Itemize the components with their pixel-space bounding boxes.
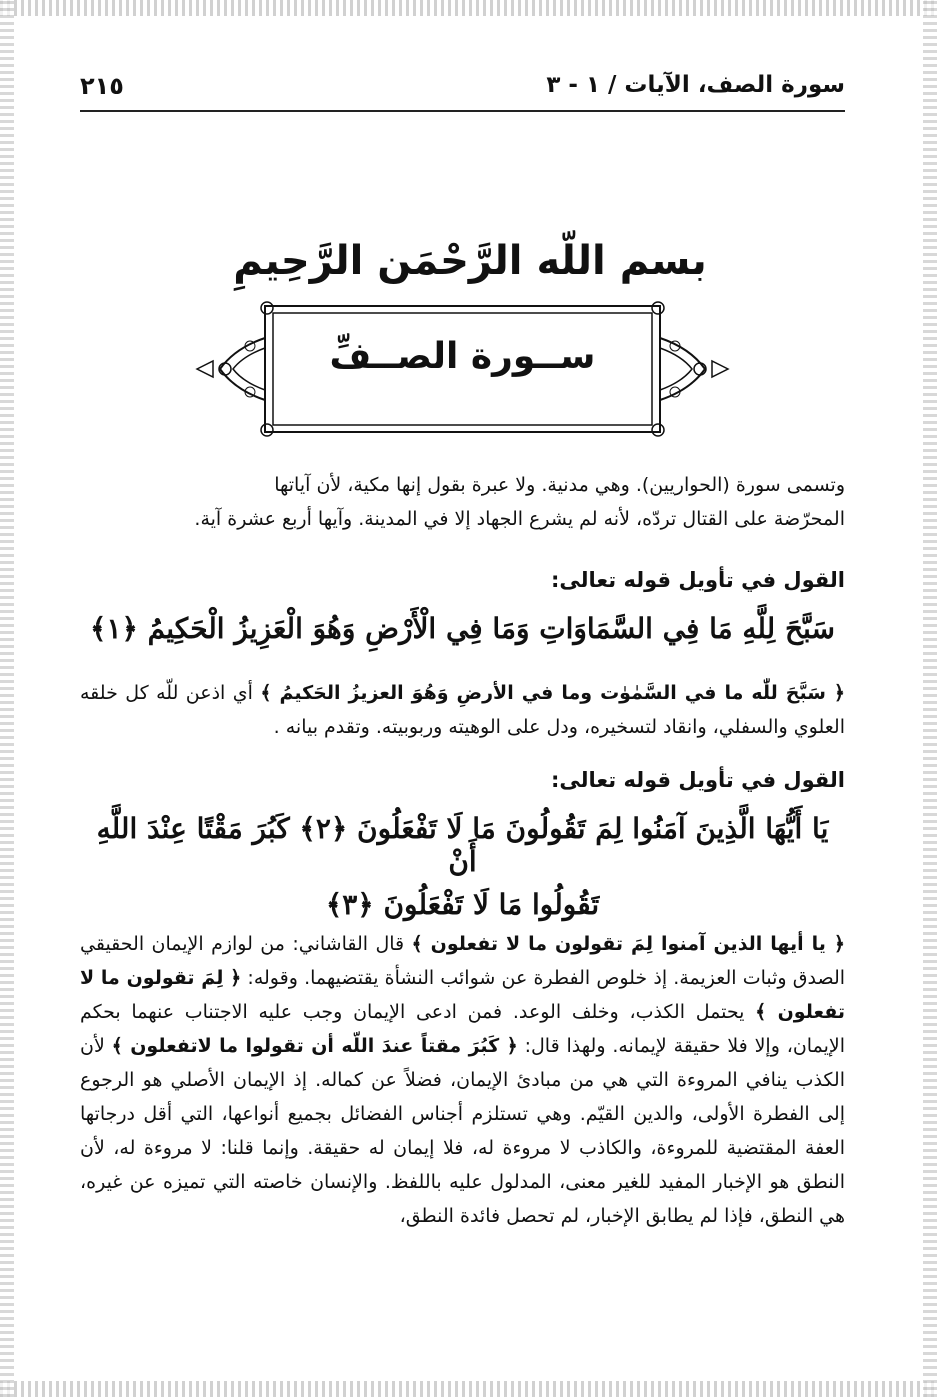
surah-title-cartouche <box>195 298 730 440</box>
page-border-top <box>0 0 937 16</box>
basmala: بسم اللّه الرَّحْمَن الرَّحِيمِ <box>233 238 707 284</box>
running-header <box>80 70 845 110</box>
page-border-left <box>0 0 14 1397</box>
tafsir-1-quote: ﴿ سَبَّحَ للّٰه ما في السَّمٰوٰت وما في الأرضِ وَهُوَ العزيزُ الحَكيمُ ﴾ <box>260 682 846 704</box>
tafsir-2-quote-3: ﴿ كَبُرَ مقتاً عندَ اللّه أن تقولوا ما لاتفعلون ﴾ <box>111 1035 518 1057</box>
verse-line-2: تَقُولُوا مَا لَا تَفْعَلُونَ ﴿٣﴾ <box>325 888 600 921</box>
surah-title: ســورة الصــفِّ <box>329 336 596 377</box>
section-heading-2: القول في تأويل قوله تعالى: <box>551 768 845 792</box>
quran-verse-2-3 <box>80 812 845 921</box>
tafsir-paragraph-2 <box>80 927 845 1233</box>
tafsir-2-quote-2: ﴿ لِمَ تقولون ما لا تفعلون ﴾ <box>80 967 846 1023</box>
section-heading-1: القول في تأويل قوله تعالى: <box>551 568 845 592</box>
page-number: ٢١٥ <box>80 72 124 100</box>
tafsir-2-quote-1: ﴿ يا أيها الذين آمنوا لِمَ تقولون ما لا تفعلون ﴾ <box>411 933 845 955</box>
tafsir-2-text-2: يحتمل الكذب، وخلف الوعد. فمن ادعى الإيمان وجب عليه الاجتناب عنهما بحكم الإيمان، وإلا فلا حقيقة لإيمانه. ولهذا قال: <box>80 1001 845 1057</box>
quran-verse-1: سَبَّحَ لِلَّهِ مَا فِي السَّمَاوَاتِ وَمَا فِي الْأَرْضِ وَهُوَ الْعَزِيزُ الْحَكِيمُ ﴿١﴾ <box>90 612 835 645</box>
intro-line-1: وتسمى سورة (الحواريين). وهي مدنية. ولا عبرة بقول إنها مكية، لأن آياتها <box>274 474 845 496</box>
page-border-right <box>923 0 937 1397</box>
tafsir-paragraph-1 <box>80 676 845 744</box>
tafsir-2-text-3: لأن الكذب ينافي المروءة التي هي من مبادئ الإيمان، فضلاً عن كماله. إذ الإيمان الأصلي هو الرجوع إلى الفطرة الأولى، والدين القيّم. وهي تستلزم أجناس الفضائل بجميع أنواعها، التي أقل درجاتها العفة المقتضية للمروءة، والكاذب لا مروءة له، فلا إيمان له حقيقة. وإنما قلنا: لا مروءة له، لأن النطق هو الإخبار المفيد للغير معنى، المدلول عليه باللفظ. والإنسان خاصته التي تميزه عن غيره، هي النطق، فإذا لم يطابق الإخبار، لم تحصل فائدة النطق، <box>80 1035 845 1227</box>
tafsir-2-text-1: قال القاشاني: من لوازم الإيمان الحقيقي الصدق وثبات العزيمة. إذ خلوص الفطرة عن شوائب النشأة يقتضيهما. وقوله: <box>80 933 846 989</box>
tafsir-1-text: أي اذعن للّه كل خلقه العلوي والسفلي، وانقاد لتسخيره، ودل على الوهيته وربوبيته. وتقدم بيانه . <box>80 682 845 738</box>
intro-paragraph <box>80 468 845 536</box>
verse-line-1: يَا أَيُّهَا الَّذِينَ آمَنُوا لِمَ تَقُولُونَ مَا لَا تَفْعَلُونَ ﴿٢﴾ كَبُرَ مَقْتًا عِنْدَ اللَّهِ أَنْ <box>96 812 829 878</box>
intro-line-2: المحرّضة على القتال تردّه، لأنه لم يشرع الجهاد إلا في المدينة. وآيها أربع عشرة آية. <box>194 508 845 530</box>
page-border-bottom <box>0 1381 937 1397</box>
running-title: سورة الصف، الآيات / ١ - ٣ <box>546 72 845 98</box>
header-rule <box>80 110 845 112</box>
